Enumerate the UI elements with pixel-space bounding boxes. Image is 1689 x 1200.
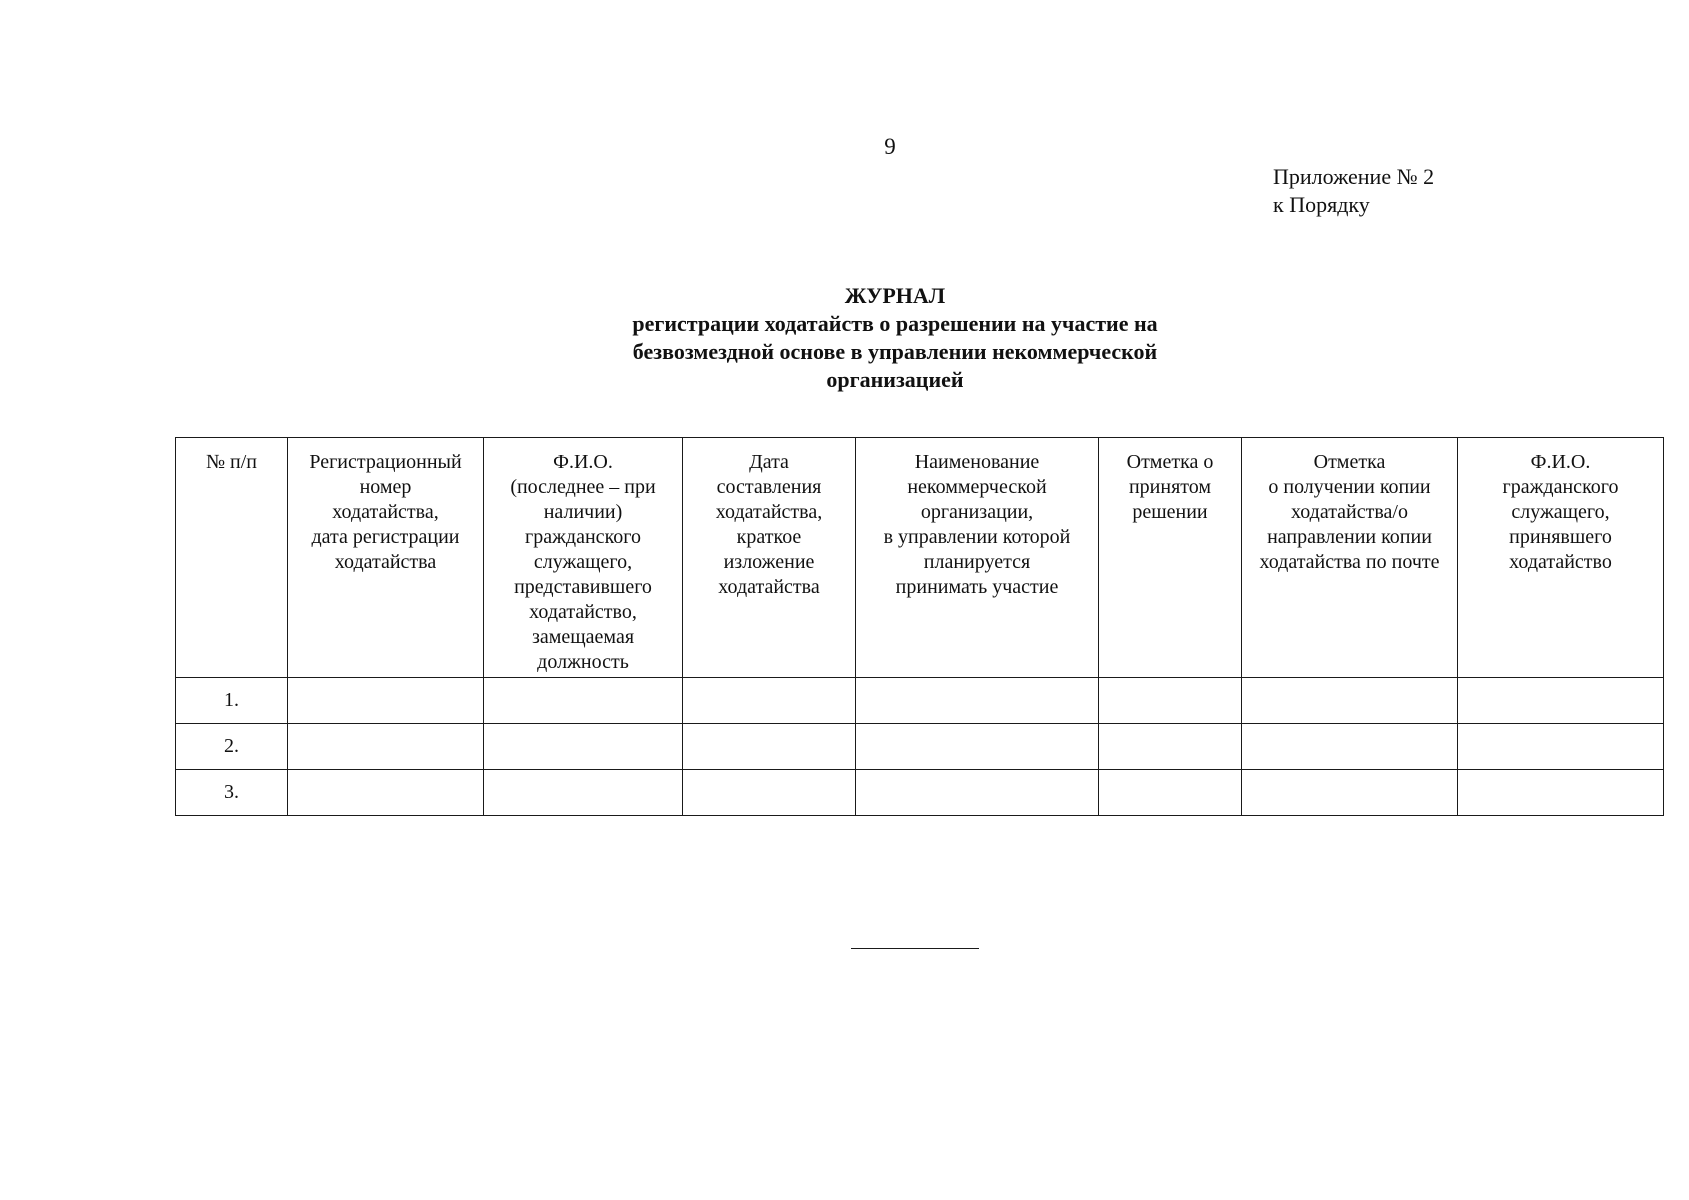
header-line: планируется: [923, 551, 1031, 573]
end-of-document-rule: [851, 948, 979, 949]
page-number: 9: [884, 134, 896, 159]
table-row: [176, 678, 1664, 724]
header-line: о получении копии: [1268, 476, 1431, 498]
appendix-line-2: к Порядку: [1273, 192, 1370, 217]
header-line: Ф.И.О.: [1530, 451, 1591, 473]
table-cell: [484, 724, 683, 770]
header-cell: [1099, 438, 1242, 678]
header-cell: [176, 438, 288, 678]
header-line: Дата: [749, 451, 789, 473]
table-row: [176, 770, 1664, 816]
heading-line-1: регистрации ходатайств о разрешении на участие на: [632, 311, 1158, 336]
heading-line-2: безвозмездной основе в управлении некоммерческой: [632, 339, 1158, 364]
appendix-note: [1273, 163, 1434, 219]
header-line: представившего: [514, 576, 652, 598]
header-line: ходатайства: [334, 551, 437, 573]
header-cell: [1458, 438, 1664, 678]
table-row: [176, 724, 1664, 770]
header-line: направлении копии: [1267, 526, 1432, 548]
header-line: Отметка о: [1126, 451, 1214, 473]
header-line: (последнее – при: [510, 476, 656, 498]
table-cell: [288, 770, 484, 816]
journal-table: [175, 437, 1664, 816]
table-cell: [1458, 678, 1664, 724]
header-cell: [856, 438, 1099, 678]
table-cell: [1099, 724, 1242, 770]
header-line: Наименование: [914, 451, 1040, 473]
header-line: ходатайства/о: [1291, 501, 1408, 523]
header-line: краткое: [736, 526, 802, 548]
table-cell: 1.: [176, 678, 288, 724]
header-line: № п/п: [205, 451, 258, 473]
table-cell: [683, 770, 856, 816]
header-line: ходатайство,: [529, 601, 637, 623]
table-cell: [1099, 770, 1242, 816]
table-header-row: [176, 438, 1664, 678]
heading-line-3: организацией: [826, 367, 964, 392]
table-cell: [856, 770, 1099, 816]
header-line: гражданского: [1502, 476, 1619, 498]
header-line: должность: [537, 651, 629, 673]
table-cell: [856, 724, 1099, 770]
appendix-line-1: Приложение № 2: [1273, 164, 1435, 189]
table-cell: 3.: [176, 770, 288, 816]
header-line: ходатайства: [718, 576, 820, 598]
header-line: гражданского: [525, 526, 641, 548]
header-line: изложение: [723, 551, 815, 573]
header-line: замещаемая: [531, 626, 635, 648]
header-cell: [1242, 438, 1458, 678]
header-line: составления: [716, 476, 822, 498]
header-line: ходатайства по почте: [1259, 551, 1440, 573]
table-cell: [683, 724, 856, 770]
header-line: некоммерческой: [907, 476, 1047, 498]
header-line: наличии): [543, 501, 623, 523]
header-line: принявшего: [1509, 526, 1612, 548]
table-cell: [1458, 770, 1664, 816]
table-cell: [288, 724, 484, 770]
table-cell: [484, 770, 683, 816]
header-line: ходатайства,: [332, 501, 439, 523]
header-cell: [288, 438, 484, 678]
header-line: решении: [1132, 501, 1208, 523]
table-cell: [1242, 724, 1458, 770]
header-cell: [484, 438, 683, 678]
header-line: ходатайство: [1509, 551, 1612, 573]
table-cell: [856, 678, 1099, 724]
header-cell: [683, 438, 856, 678]
header-line: принятом: [1128, 476, 1212, 498]
header-line: организации,: [920, 501, 1034, 523]
table-cell: 2.: [176, 724, 288, 770]
header-line: Ф.И.О.: [553, 451, 613, 473]
table-cell: [1242, 678, 1458, 724]
header-line: Отметка: [1313, 451, 1386, 473]
table-cell: [484, 678, 683, 724]
header-line: принимать участие: [895, 576, 1059, 598]
table-cell: [683, 678, 856, 724]
header-line: в управлении которой: [883, 526, 1071, 548]
table-cell: [1242, 770, 1458, 816]
heading-title: ЖУРНАЛ: [844, 283, 946, 308]
header-line: ходатайства,: [715, 501, 823, 523]
header-line: Регистрационный: [309, 451, 462, 473]
table-cell: [1458, 724, 1664, 770]
document-heading: [560, 282, 1230, 394]
header-line: номер: [359, 476, 412, 498]
header-line: служащего,: [1511, 501, 1610, 523]
header-line: служащего,: [533, 551, 633, 573]
header-line: дата регистрации: [311, 526, 460, 548]
table-cell: [1099, 678, 1242, 724]
table-cell: [288, 678, 484, 724]
